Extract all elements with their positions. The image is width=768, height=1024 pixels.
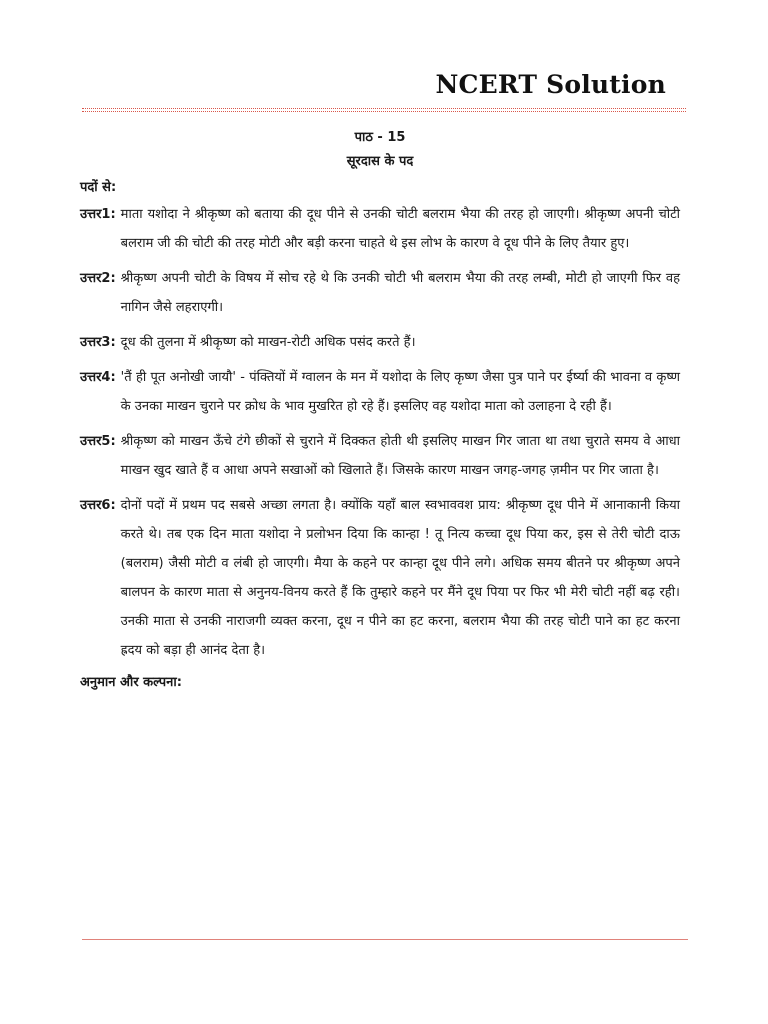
lesson-number: पाठ - 15	[354, 130, 406, 145]
answer-label: उत्तर3:	[80, 335, 116, 350]
answer-label: उत्तर6:	[80, 498, 116, 513]
answer-block	[80, 264, 680, 322]
lesson-title: सूरदास के पद	[346, 154, 414, 169]
answer-text: श्रीकृष्ण अपनी चोटी के विषय में सोच रहे थे कि उनकी चोटी भी बलराम भैया की तरह लम्बी, मोटी हो जाएगी फिर वह नागिन जैसे लहराएगी।	[120, 271, 680, 315]
answer-block	[80, 328, 680, 357]
answer-label: उत्तर5:	[80, 434, 116, 449]
answer-text: माता यशोदा ने श्रीकृष्ण को बताया की दूध पीने से उनकी चोटी बलराम भैया की तरह हो जाएगी। श्रीकृष्ण अपनी चोटी बलराम जी की चोटी की तरह मोटी और बड़ी करना चाहते थे इस लोभ के कारण वे दूध पीने के लिए तैयार हुए।	[120, 207, 680, 251]
answer-block	[80, 491, 680, 665]
section-heading: पदों से:	[80, 180, 117, 195]
document-body	[80, 126, 680, 695]
footer-divider	[82, 939, 688, 940]
answer-label: उत्तर1:	[80, 207, 116, 222]
answer-block	[80, 200, 680, 258]
page-header-title: NCERT Solution	[435, 70, 666, 99]
header-divider-secondary	[82, 111, 686, 112]
next-section-heading: अनुमान और कल्पना:	[80, 675, 182, 690]
answer-text: 'तैं ही पूत अनोखी जायौ' - पंक्तियों में ग्वालन के मन में यशोदा के लिए कृष्ण जैसा पुत्र पाने पर ईर्ष्या की भावना व कृष्ण के उनका माखन चुराने पर क्रोध के भाव मुखरित हो रहे हैं। इसलिए वह यशोदा माता को उलाहना दे रही हैं।	[120, 370, 680, 414]
answer-text: दूध की तुलना में श्रीकृष्ण को माखन-रोटी अधिक पसंद करते हैं।	[120, 335, 416, 350]
answer-label: उत्तर2:	[80, 271, 116, 286]
answer-block	[80, 427, 680, 485]
answer-block	[80, 363, 680, 421]
answer-label: उत्तर4:	[80, 370, 116, 385]
answer-text: श्रीकृष्ण को माखन ऊँचे टंगे छीकों से चुराने में दिक्कत होती थी इसलिए माखन गिर जाता था तथा चुराते समय वे आधा माखन खुद खाते हैं व आधा अपने सखाओं को खिलाते हैं। जिसके कारण माखन जगह-जगह ज़मीन पर गिर जाता है।	[120, 434, 680, 478]
header-divider	[82, 108, 686, 109]
answer-text: दोनों पदों में प्रथम पद सबसे अच्छा लगता है। क्योंकि यहाँ बाल स्वभाववश प्राय: श्रीकृष्ण दूध पीने में आनाकानी किया करते थे। तब एक दिन माता यशोदा ने प्रलोभन दिया कि कान्हा ! तू नित्य कच्चा दूध पिया कर, इस से तेरी चोटी दाऊ (बलराम) जैसी मोटी व लंबी हो जाएगी। मैया के कहने पर कान्हा दूध पीने लगे। अधिक समय बीतने पर श्रीकृष्ण अपने बालपन के कारण माता से अनुनय-विनय करते हैं कि तुम्हारे कहने पर मैंने दूध पिया पर फिर भी मेरी चोटी नहीं बढ़ रही। उनकी माता से उनकी नाराजगी व्यक्त करना, दूध न पीने का हट करना, बलराम भैया की तरह चोटी पाने का हट करना ह्रदय को बड़ा ही आनंद देता है।	[120, 498, 680, 658]
